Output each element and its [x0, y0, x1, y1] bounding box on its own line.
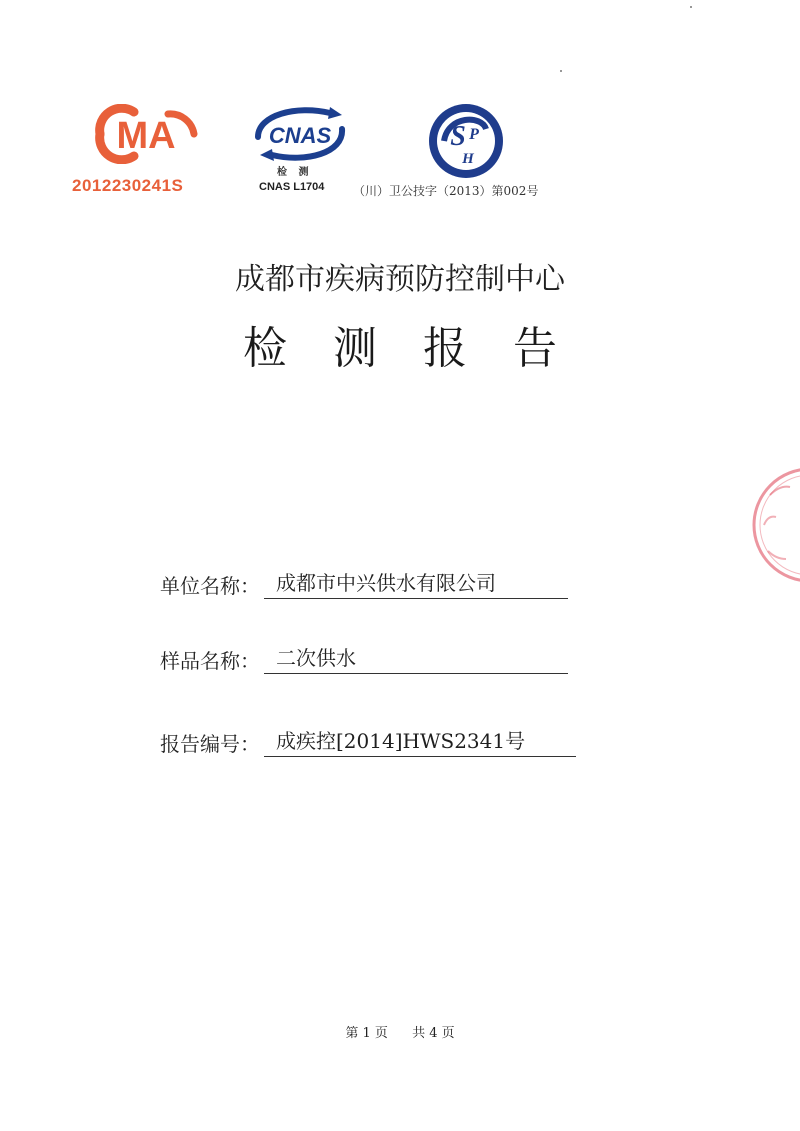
scan-speck — [560, 70, 562, 72]
cnas-sublabel: 检 测 — [277, 167, 313, 178]
cnas-number: CNAS L1704 — [259, 181, 325, 193]
unit-name-value: 成都市中兴供水有限公司 — [264, 570, 568, 599]
svg-text:S: S — [450, 121, 466, 152]
license-number: （川）卫公技字（2013）第002号 — [353, 184, 539, 198]
page-footer — [0, 1022, 800, 1041]
title-char: 告 — [513, 323, 557, 374]
cma-mark-text: MA — [116, 115, 176, 157]
report-title — [0, 312, 800, 376]
cnas-logo — [244, 103, 356, 165]
report-number-value: 成疾控[2014]HWS2341号 — [264, 728, 576, 757]
organization-name: 成都市疾病预防控制中心 — [235, 262, 565, 297]
svg-text:P: P — [469, 126, 479, 143]
scan-speck — [690, 6, 692, 8]
sample-name-value: 二次供水 — [264, 645, 568, 674]
red-seal-stamp — [740, 455, 800, 595]
title-char: 检 — [243, 323, 287, 374]
svg-text:H: H — [462, 151, 474, 167]
unit-name-label: 单位名称： — [160, 574, 260, 598]
sample-name-label: 样品名称： — [160, 649, 260, 673]
shp-logo — [426, 101, 506, 181]
sample-name-field — [160, 645, 568, 674]
cma-number: 2012230241S — [72, 176, 184, 195]
title-char: 测 — [333, 323, 377, 374]
page-total: 共 4 页 — [412, 1026, 455, 1041]
page-number: 第 1 页 — [345, 1026, 388, 1041]
cma-logo — [90, 104, 202, 164]
report-number-label: 报告编号： — [160, 732, 260, 756]
title-char: 报 — [423, 323, 467, 374]
svg-text:CNAS: CNAS — [268, 123, 332, 148]
report-number-field — [160, 728, 576, 757]
unit-name-field — [160, 570, 568, 599]
